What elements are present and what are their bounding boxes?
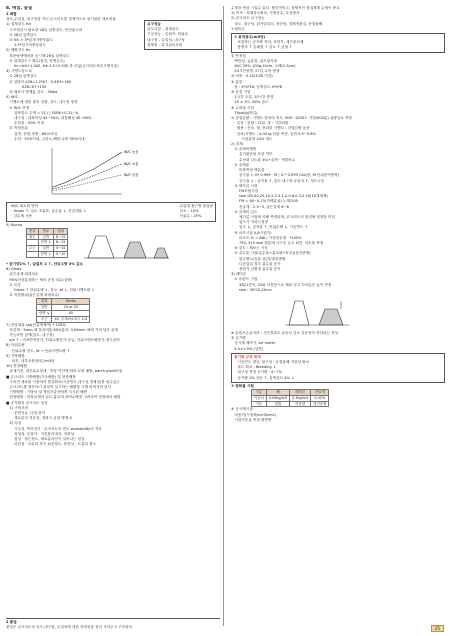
text-line: 수밀성 : 50% 이내 [6,121,44,126]
text-line: 시멘트에 대한 물의 질량, 강도, 내구성 영향 [6,100,78,105]
text-line: 3) 레미콘 [231,272,247,277]
text-line: 1) 설계강도 fck [6,22,32,27]
left-column [6,6,216,632]
text-line: K28=K7+150 [6,84,47,89]
text-line: 2) 콘크리트 요구성능 [231,16,265,21]
quality-section [6,618,220,630]
right-block-a [231,54,445,273]
text-line: ⑤ 응결 시험 [231,90,251,95]
air-content-box [231,353,445,383]
table-cell: 기준 [252,401,267,407]
text-line: 1.5*압기어중앙위도 [6,43,46,48]
table-header-cell: 해 [266,390,289,396]
table-cell: 일반 [38,234,53,240]
text-line: 시방배합 : 시방서 및 책임기술자에게 지시된 배합 [6,390,87,395]
text-line: 비용적(시험체(cm3/cm2) [231,412,277,417]
table-header-cell: 종류 [27,228,39,234]
table-row [27,246,68,252]
text-line: 입도 ↓, 실적율 ↑, 단위수량 ↓, 시공연도 ↑ [231,225,308,230]
text-line: ④ 골재의 입도 [231,209,258,214]
fineness-box [231,33,445,53]
text-line: 함수량=(습윤-절건)/절건중량 [231,256,286,261]
text-line: · 감수제 사용 [9,214,33,219]
quality-title: 2 품질 [6,620,17,624]
text-line: ② 골재율 [231,162,250,167]
text-line: 1 레미콘 [231,26,245,31]
left-block-d [6,375,216,448]
text-line: 현장배합 : 현장골재의 입도,흡수비,표면수량을 고려하여 현장에서 배합 [6,395,121,400]
text-line: 시공성, 반죽질기 · 콘크리트의 연도 workability의 저표 [6,426,102,431]
text-line: ① W/C 산정 [6,105,30,110]
text-line: 70cal/g(작업) [231,110,258,115]
text-line: ⑦ 골수율 시험(흡수율+흡수량+표건)(침강중량) [231,251,311,256]
text-line: 용량조 ↑ 슬래를 ↑ 강도 ↑ 균열 ↑ [234,45,293,50]
required-performance-title: 요구성능 [147,22,161,26]
table-header-cell: 레미콘 [290,390,311,396]
text-line: 1시간 초결, 10시간 중결 [231,95,274,100]
text-line: ① 28일 압축강도 [6,32,37,37]
table-cell: 일반 [38,246,53,252]
text-line: ② 적정품위 [6,126,28,131]
text-line: ① 특징 [6,282,21,287]
table-cell: 기준치 [252,395,267,401]
right-block-c [231,331,445,352]
quality-line: 품질은 콘크리트의 강도,내구성, 수밀성에 대한 신뢰성을 점검 시켜주고 구조물의 [6,625,132,630]
table-row [37,316,90,322]
text-line: size :80,40,20,10,5,2.5,1.2,0.6,0.3,0.15(10개정체) [231,194,328,199]
text-line: ① 슬럼프 시험 [231,277,258,282]
text-line: 백밍성, 급유럽, 워트링사용 [231,58,278,63]
table-header-cell: 종류 [38,228,53,234]
text-line: ⑤ 마모시험 (LA시험기) [231,230,272,235]
text-line: 내구성 적정 공기량 : 4~7% [234,370,282,375]
text-line: 마감성 · 마무리 하기 쉬운정도, 표면상 · 트롬의 정도 [6,442,96,447]
text-line: 내구성 – 수밀성, 내구성 [147,37,185,42]
text-line: · Gmax ↑, 입도 조분표, 골수율 ↓, 잔골재율 ↓ [9,209,87,214]
text-line: 일반, 현장,경량 : 60%이내 [6,131,57,136]
text-line: ① 골재비체법 [231,147,257,152]
text-line: ③ 비중 : 3.15(3.05 이상) [231,74,273,79]
text-line: 시공성능 – 슬럼프, 단위수 [147,32,189,37]
text-line: ② 공기량 [231,336,246,341]
column-divider [223,6,224,626]
text-line: 단위수 : 25% [179,214,202,219]
text-line: 가능하면 낮게(강도, 내구성) [6,332,54,337]
table-header-cell: 범위 [54,228,68,234]
text-line: 6) Gmax [6,267,22,272]
wc-reduction-box [6,202,216,222]
text-line: 7) 잔골재율 s/a(잔골재체적) * 100% [6,322,66,327]
table-cell: 5~10 [54,252,68,258]
right-block-b [231,272,445,293]
section-title: Ⅱ. 배합, 품질 [6,6,33,11]
table-cell: 6~12 [54,240,68,246]
text-line: · 단위수량 감도, W → 단위시멘트량 ↑ [6,348,70,353]
text-line: 수밀재 철근방 물질양 [179,204,213,209]
table-header-cell: 구분 [252,390,267,396]
text-line: 유기불순물 포함 여부 [231,152,273,157]
left-block-b [6,267,216,298]
series-line [52,164,122,189]
gmax-table [36,298,90,322]
text-line: 수산화 나트륨 3%+골재 · 색깔비교 [231,157,296,162]
slump-table [26,228,68,258]
series-line [52,175,122,191]
left-block-c [6,323,216,375]
text-line: 3회/1층씩, 25회 다짐봉으로 채워 넣고 가라앉은 높이 측정 [231,282,332,287]
table-cell: 0.3kg/m3 [290,395,311,401]
text-line: 2) 성질 [6,421,22,426]
text-line: · 특징 : 감량 : CO2, 풍 : 시간회왕 [231,121,289,126]
text-line: ② 설명식 K28=1.2*K7 · 0.4K3+160 [6,79,72,84]
table-row [27,252,68,258]
text-line: 과도 확보 : Bleeding ↓ [234,365,276,370]
table-cell: 무근 [37,316,52,322]
text-line: · 감쇠(시멘트 : 0.001g 단위 측정, 일반 0.5~0.8% [231,131,316,136]
text-line: 굵은골재 최대치수 [6,272,39,277]
text-line: 구조계산시 필요한 28일 압축강도, 안전율고려 [6,27,83,32]
table-cell: 철근 [27,234,39,240]
text-line: ⑦ 강열감량 : 시멘트 풍화의 척도, 900~1200도 가열(900분) 질량감소 측정 [231,116,352,121]
text-line: 비중측정 백분율 [231,168,265,173]
table-row [252,401,329,407]
text-line: 운반지급, 다짐 용이 [6,410,46,415]
text-line: · 원용 : 산소, 형, 풍화된 시멘트 : 감열감량 높음 [231,126,310,131]
text-line: ② 안정성 [231,53,246,58]
text-line: ■ 콘크리트 시방배합(기준배합) 및 현장배합 [6,374,76,379]
text-line: 730, 510 size 원통에 사구슬 넣고 회전, 마모율 측정 [231,240,324,245]
table-cell [27,252,39,258]
text-line: ② fck > 3*압기어중자위도 [6,38,53,43]
text-line: ④ 분말 [231,79,243,84]
intro-line: 강도,수밀성, 내구성을 지닌 콘크리트를 경제적으로 얻기위한 재료비율 [6,17,116,22]
text-line: · 표건, 내부포화상태,1m3당 [6,358,55,363]
text-line: 공극율 ↓ : 실적율 ↑, 밀도·내구성·수밀성 ↑, 정도고증 [231,178,325,183]
text-line: 마모도 % = ∆W / 시험전무게 · *100% [231,235,302,240]
text-line: 풍화가 심할경 흡수율 증가 [231,266,281,271]
text-line: 1) 목적 : 설계강도확보, 사방공수, 부실방지 [231,11,300,16]
text-line: ⑥ 강도 : 제보는 시험 [231,246,268,251]
text-line: 경제성 – 유지관리포함 [147,42,183,47]
text-line: 2) 배합강도 fcr [6,48,31,53]
required-performance-lines [147,27,219,48]
table-cell: 무근 [27,246,39,252]
text-line: 공시체 제작시, air meter [231,341,276,346]
text-line: W/C 25% 100g,10cm, 두께(1.5cm) [231,64,296,69]
text-line: 압축강도 주게 = 51 / ( f28/K+0.31) % [6,110,79,115]
slump-test-figure [281,295,351,329]
text-line: 시험가부골 측정 출연방 [231,417,272,422]
wc-strength-chart [46,144,156,200]
series-label: W/C 낮음 [124,172,139,177]
text-line: 수밀 : 55%이내, 고강도,해양-수중 50%이내 [6,136,85,141]
table-cell: 5~15 [54,246,68,252]
text-line: ① 28일 압축강도 [6,74,37,79]
right-block-d [231,407,445,423]
table-header-cell: 잔골재 [311,390,329,396]
table-cell: 20 or 25 [52,305,90,311]
text-line: 체가름 시험에 의해 측정되며, 콘크리트의 품질에 영향을 미침 [231,214,335,219]
text-line: 입도가 지되는형향 [231,220,268,225]
series-line [52,152,122,187]
text-line: 표준양생에의한 공시체 28일 압축강도 [6,53,70,58]
text-line: 공극율 = G* 0.999 · M / G * 0.999 (Gd(중, M 단위용적중량) [231,173,340,178]
text-line: 성형성, 동결식 · 거친용리대상, 적정성 [6,431,75,436]
table-header-cell: 종류 [37,299,52,305]
text-line: 점성 · 철근정도, 재료분리얻이 일어나는 성질 [6,436,85,441]
table-cell: 40, 부재최소치수 1/4 [52,316,90,322]
text-line: 잔골재 : 5mm 체 통과비율 85%통과, 0.08mm 체에 거의 남은 골재 [6,327,118,332]
subsection-title: 1 배합 [6,12,17,16]
text-line: 수명을 연상 시킬수 있다. 합리적이고, 경제적인 품질체계 수립이 중요 [231,6,340,10]
text-line: 포함하는 공기량 적치, 표면적, 재가용사체 [234,40,304,45]
slump-figure [80,228,170,262]
table-cell: 0.02% [311,395,329,401]
text-line: 4) W/C [6,95,19,100]
text-line: ⑥ 수화열 시험 [231,105,254,110]
text-line: 24시간양생, 27일 수중 양생 [231,69,280,74]
text-line: 잔골재 : 2.3~3, 굵은골재 6~8 [231,204,289,209]
text-line: ① 설계강도 * 계수(품질, 양생온도) [6,58,65,63]
text-line: 2) 골재 [231,142,243,147]
text-line: 시공연도 향상, 내구성 · 동결융해 저항성 확보 [234,359,310,364]
text-line: size : 30*10,20cm [231,287,272,292]
text-line: 10) 현장배합 [6,364,28,369]
chart-axes [52,148,122,194]
text-line: 3) 시멘트강도 K [6,69,32,74]
chloride-title: ③ 염화물 시험 [231,383,254,388]
table-cell: 절건중량 [311,401,329,407]
air-content-lines [234,360,442,381]
chloride-table [251,389,329,407]
air-content-title: 공기량 규정 목적 [234,354,261,359]
required-performance-box [144,20,222,50]
fineness-title: ① 용적용도(m3당) [234,35,266,40]
text-line: fcr=fck+1.34S, fck-3.5+2.33S 중 큰값(콘크리트표준시방기준) [6,64,119,69]
table-cell: 일반 [37,305,52,311]
slump-note: * 증기양1% ↑, 슬럼프 2 ↑, 단위수량 3% 감소 [6,261,84,266]
text-line: 다공질일 경우 흡수율 증가 [231,261,281,266]
page-number: 25 [431,625,444,632]
table-cell: 이상향 [290,401,311,407]
text-line: 콘크리트를 생산하기 위하여 실시하는 배합을 시방 비비가하 한다 [6,384,112,389]
table-cell: 단면 ↘ [37,310,52,316]
text-line: 공기량 1% 상승 ↑, 압축강도 4% ↓ [234,375,295,380]
text-line: Gmax ↑ 단위수량 ↓, 강도, W ↓, 단위시멘트량 ↓ [6,287,95,292]
text-line: 8) 단위수량 [6,343,25,348]
text-line: 1) 구비조건 [6,405,29,410]
wc-reduction-left [9,204,86,220]
text-line: · W/C 최소화 방안 [9,204,39,209]
table-cell: 8~15 [54,234,68,240]
text-line: 강도특성 – 설계강도 [147,27,179,32]
table-cell: 단면 ↓ [38,240,53,246]
text-line: FM = 80~0.15(각백분율) 누계/100 [231,199,298,204]
text-line: 9) 시방배합 [6,353,25,358]
right-intro [231,6,445,32]
wc-reduction-right [179,204,213,220]
table-header-cell: Gmax [52,299,90,305]
series-label: W/C 보통 [124,161,139,166]
slump-title: 5) Slump [6,222,23,227]
table-cell: 40 [52,310,90,316]
text-line: 재료분리 적음것, 경화시 균열 발생 X [6,416,72,421]
right-column [231,6,445,632]
fineness-lines [234,40,442,50]
text-line: ④ 공시체시험 [231,407,253,412]
text-line: 시험분턱 10% 정도 [231,136,273,141]
text-line: 내구성 : 내화학성 45~50%, 내동해성 45~60% [6,116,92,121]
text-line: ※ 슬럼프손실저하 : 시간경과로 유동성 감소 유동성이 저하되는 현상 [231,330,339,335]
table-cell: 결합 [266,401,289,407]
text-line: 강도, 내구성, 워커빌리티, 중간성, 경제적품질, 동결융해 [231,21,323,26]
text-line: 20 ± 3도, 80% 습도 [231,100,269,105]
text-line: ■ 공기량과 콘크리트 성질 [6,400,48,405]
text-line: ③ 제조사 발행값-강도 · 3Mpa [6,90,58,95]
text-line: 90%이상통과하는 체의 공칭 치수(질량) [6,277,73,282]
wc-strength-chart-svg [46,144,156,200]
table-cell: 단면 ↓ [38,252,53,258]
text-line: 블 : 4*4*16, 압축강도 4*4*8 [231,84,282,89]
text-line: 감소 – 15% [179,209,199,214]
slump-test-diagram [281,295,351,329]
slump-diagram [80,228,170,262]
table-cell: 0.04kg/m3 [266,395,289,401]
text-line: s/a ↑ : 비표면적증가, 단위수량증가-공급, 단위시멘트량증가-경도증력 [6,338,120,343]
text-line: FM조립시험 [231,188,259,193]
text-line: ③ 체가름 시험 [231,183,258,188]
text-line: 주어진 재료를 사용하여 품질확보(시공연도,내구성,경제성)를 얻수있는 [6,379,120,384]
text-line: 골재기건, 내부흡수상태 · 현장 여건에 따라 보정 배합, batch plant단위 [6,369,123,374]
series-label: W/C 높음 [124,150,139,155]
text-line: 4.5±1.5% (일반) [231,346,264,351]
text-line: ② 적정범위(굵은골재 최대치수) [6,293,60,298]
